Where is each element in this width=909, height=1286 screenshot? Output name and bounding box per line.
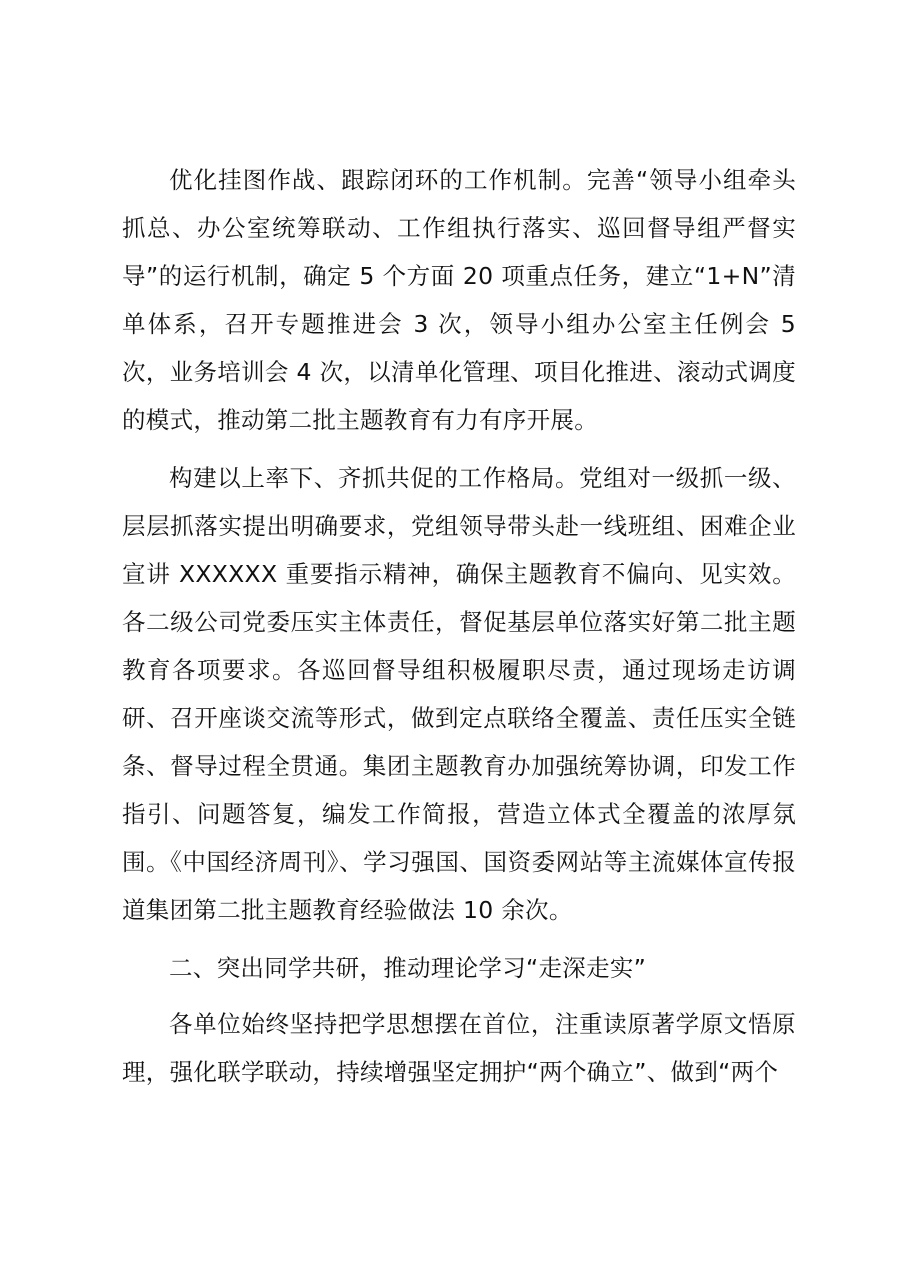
section-heading: 二、突出同学共研，推动理论学习“走深走实” [169, 954, 647, 982]
paragraph-work-mechanism: 优化挂图作战、跟踪闭环的工作机制。完善“领导小组牵头抓总、办公室统筹联动、工作组执行落实、巡回督导组严督实导”的运行机制，确定 5 个方面 20 项重点任务，建立“1+N”清单体系，召开专题推进会 3 次，领导小组办公室主任例会 5 次，业务培训会 4 次，以清单化管理、项目化推进、滚动式调度的模式，推动第二批主题教育有力有序开展。 [122, 166, 796, 434]
document-body [122, 156, 796, 1106]
paragraph-work-pattern: 构建以上率下、齐抓共促的工作格局。党组对一级抓一级、层层抓落实提出明确要求，党组领导带头赴一线班组、困难企业宣讲 XXXXXX 重要指示精神，确保主题教育不偏向、见实效。各二级公司党委压实主体责任，督促基层单位落实好第二批主题教育各项要求。各巡回督导组积极履职尽责，通过现场走访调研、召开座谈交流等形式，做到定点联络全覆盖、责任压实全链条、督导过程全贯通。集团主题教育办加强统筹协调，印发工作指引、问题答复，编发工作简报，营造立体式全覆盖的浓厚氛围。《中国经济周刊》、学习强国、国资委网站等主流媒体宣传报道集团第二批主题教育经验做法 10 余次。 [122, 464, 796, 924]
paragraph-study: 各单位始终坚持把学思想摆在首位，注重读原著学原文悟原理，强化联学联动，持续增强坚定拥护“两个确立”、做到“两个 [122, 1010, 796, 1086]
